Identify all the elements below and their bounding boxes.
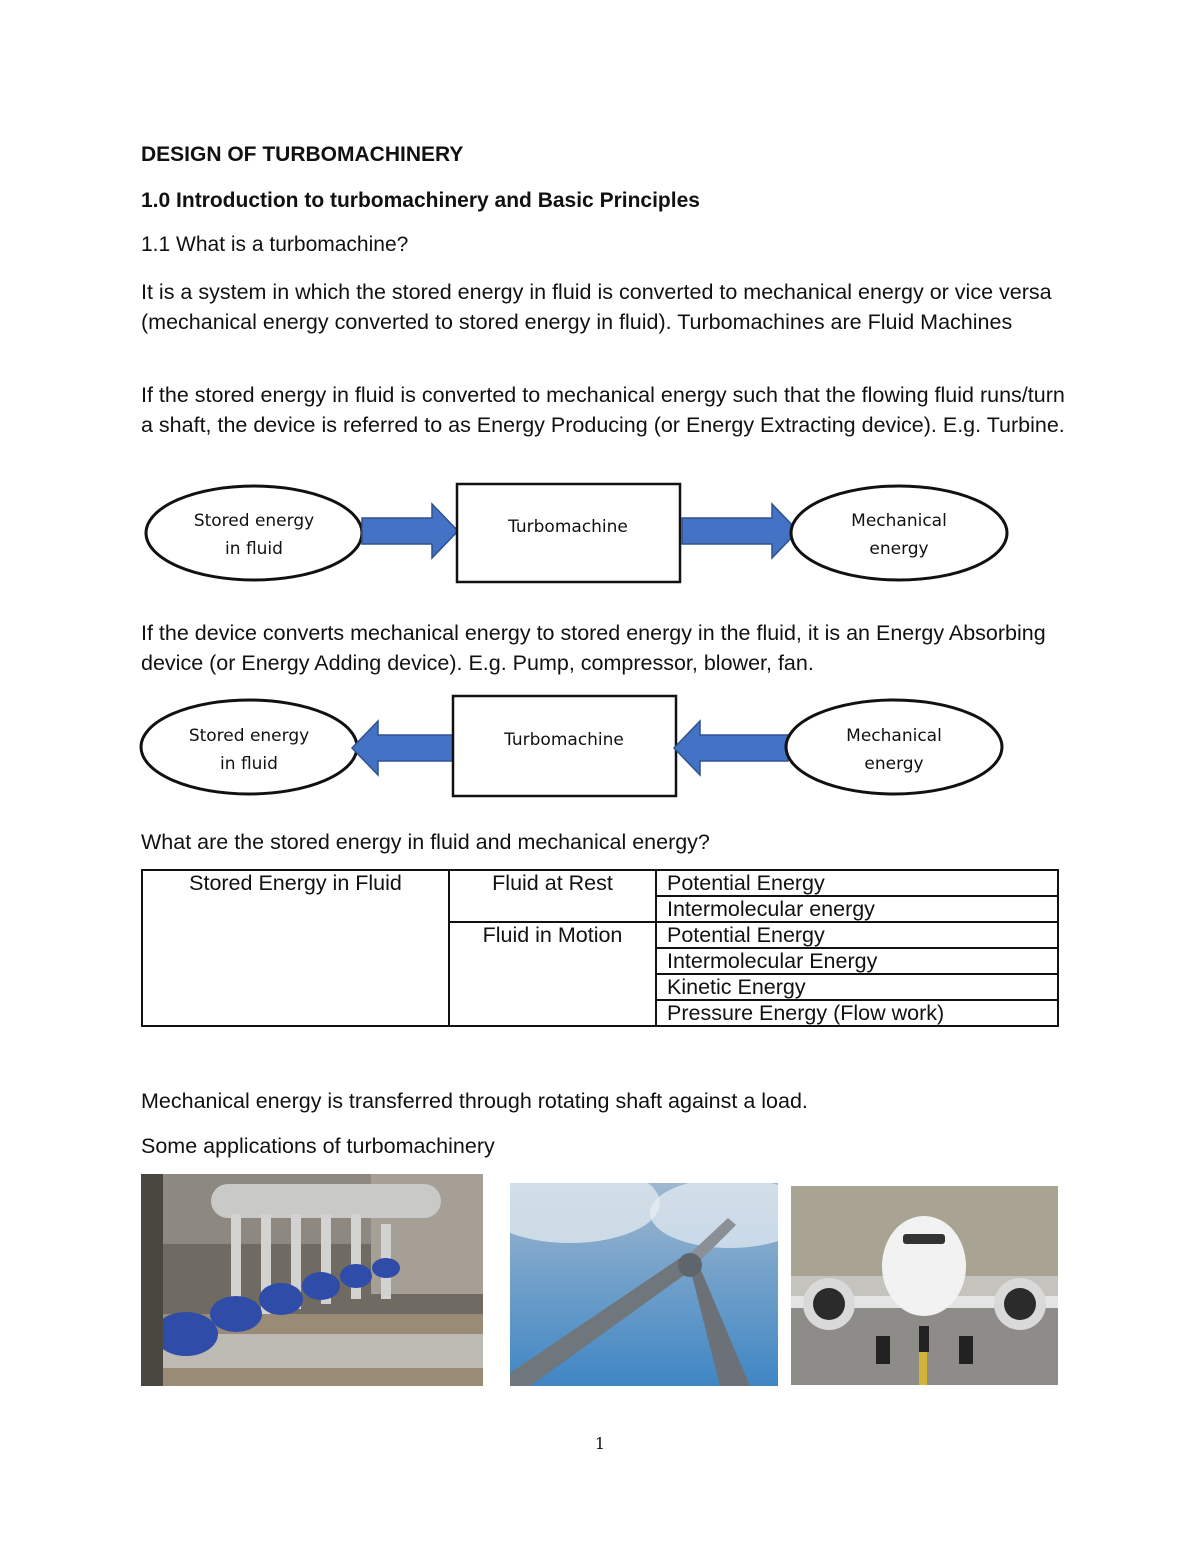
energy-table bbox=[141, 869, 1059, 1027]
stored-energy-cell: Stored Energy in Fluid bbox=[142, 870, 449, 1026]
stored-energy-label-line1: Stored energy bbox=[193, 511, 315, 531]
energy-producing-paragraph: If the stored energy in fluid is converted to mechanical energy such that the flowing fluid runs/turn a shaft, the device is referred to as Energy Producing (or Energy Extracting device). E.g. Turbine. bbox=[141, 383, 1065, 437]
table-cell: Intermolecular Energy bbox=[656, 948, 1058, 974]
mechanical-energy-paragraph: Mechanical energy is transferred through rotating shaft against a load. bbox=[141, 1089, 808, 1113]
page-number: 1 bbox=[594, 1434, 606, 1453]
airplane-photo bbox=[791, 1186, 1058, 1385]
question-paragraph: What are the stored energy in fluid and mechanical energy? bbox=[141, 830, 710, 854]
stored-energy-ellipse bbox=[141, 700, 357, 794]
mechanical-energy-label-line2: energy bbox=[864, 754, 924, 774]
mechanical-energy-ellipse bbox=[786, 700, 1002, 794]
table-cell: Intermolecular energy bbox=[656, 896, 1058, 922]
section-heading: 1.0 Introduction to turbomachinery and Basic Principles bbox=[141, 189, 700, 212]
wind-turbine-photo bbox=[510, 1183, 778, 1386]
energy-absorbing-paragraph: If the device converts mechanical energy to stored energy in the fluid, it is an Energy Absorbing device (or Energy Adding device). E.g. Pump, compressor, blower, fan. bbox=[141, 621, 1046, 675]
right-arrow-2 bbox=[682, 504, 798, 558]
fluid-in-motion-cell: Fluid in Motion bbox=[449, 922, 656, 1026]
stored-energy-label-line2: in fluid bbox=[220, 754, 278, 774]
turbomachine-label: Turbomachine bbox=[504, 730, 624, 750]
definition-paragraph: It is a system in which the stored energy in fluid is converted to mechanical energy or vice versa (mechanical energy converted to stored energy in fluid). Turbomachines are Fluid Machines bbox=[141, 280, 1052, 334]
right-arrow-1 bbox=[362, 504, 458, 558]
mechanical-energy-ellipse bbox=[791, 486, 1007, 580]
left-arrow-2 bbox=[674, 721, 788, 775]
stored-energy-label-line2: in fluid bbox=[225, 539, 283, 559]
turbomachine-label: Turbomachine bbox=[508, 517, 628, 537]
subsection-heading: 1.1 What is a turbomachine? bbox=[141, 233, 409, 256]
table-row bbox=[142, 870, 1058, 896]
stored-energy-label-line1: Stored energy bbox=[188, 726, 310, 746]
table-cell: Kinetic Energy bbox=[656, 974, 1058, 1000]
document-title: DESIGN OF TURBOMACHINERY bbox=[141, 143, 464, 166]
energy-absorbing-diagram bbox=[0, 692, 1200, 802]
left-arrow-1 bbox=[352, 721, 458, 775]
applications-paragraph: Some applications of turbomachinery bbox=[141, 1134, 495, 1158]
stored-energy-ellipse bbox=[146, 486, 362, 580]
table-cell: Pressure Energy (Flow work) bbox=[656, 1000, 1058, 1026]
table-cell: Potential Energy bbox=[656, 922, 1058, 948]
mechanical-energy-label-line1: Mechanical bbox=[851, 511, 947, 531]
mechanical-energy-label-line2: energy bbox=[869, 539, 929, 559]
fluid-at-rest-cell: Fluid at Rest bbox=[449, 870, 656, 922]
energy-producing-diagram bbox=[0, 478, 1200, 590]
pump-station-photo bbox=[141, 1174, 483, 1386]
mechanical-energy-label-line1: Mechanical bbox=[846, 726, 942, 746]
table-cell: Potential Energy bbox=[656, 870, 1058, 896]
